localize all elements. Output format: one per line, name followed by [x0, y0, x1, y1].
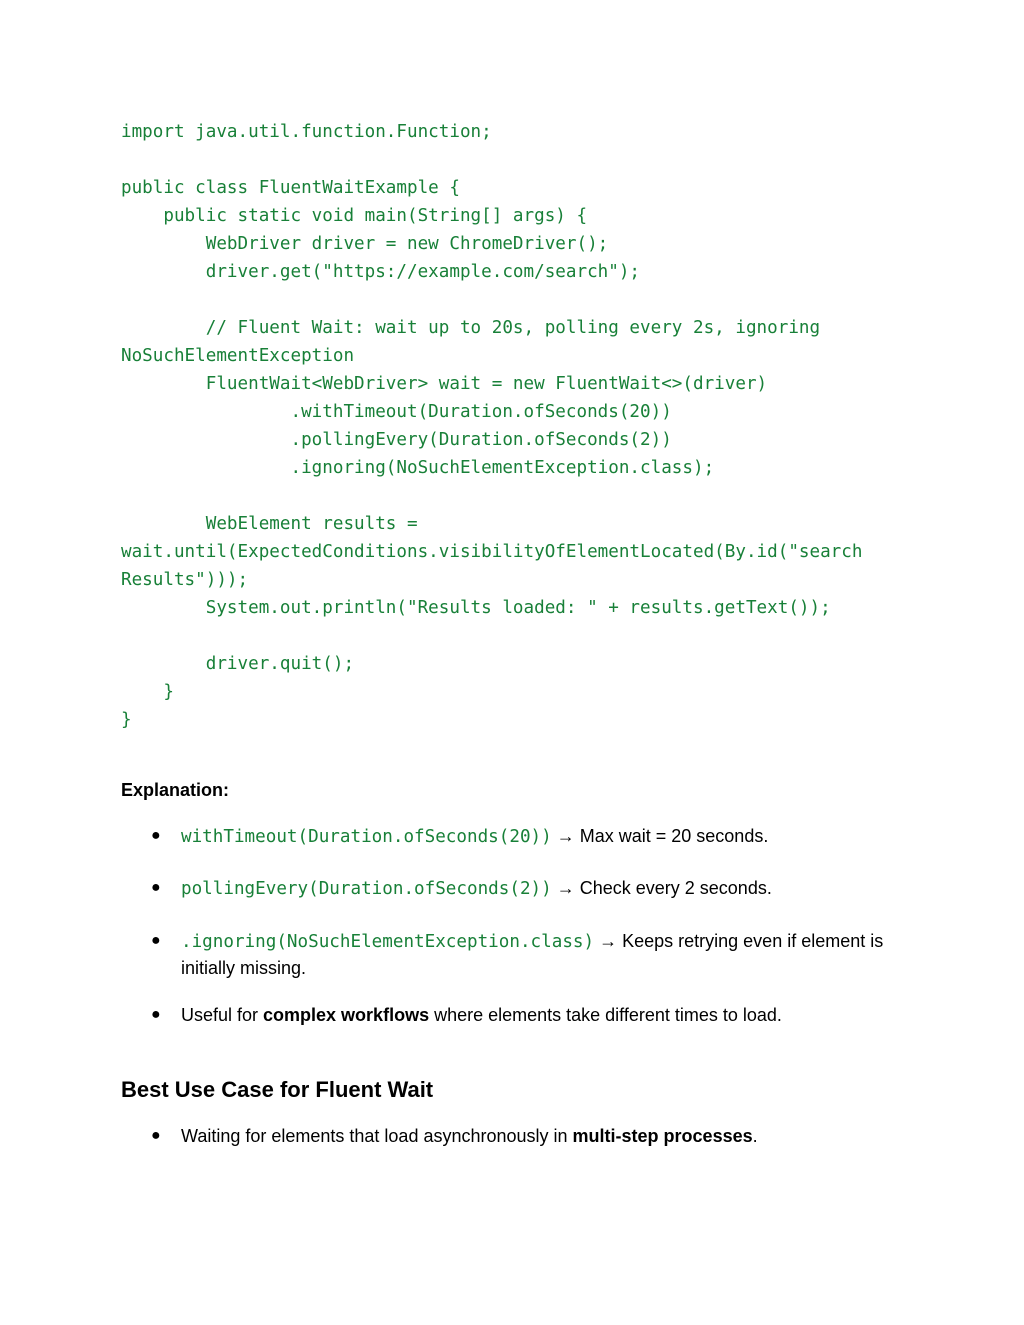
code-line: WebElement results = — [121, 514, 418, 534]
explanation-list — [121, 1002, 901, 1028]
explanation-list — [121, 928, 901, 981]
code-block — [121, 118, 911, 734]
code-line: Results"))); — [121, 570, 249, 590]
code-line: NoSuchElementException — [121, 346, 355, 366]
inline-code: pollingEvery(Duration.ofSeconds(2)) — [181, 879, 552, 899]
bullet-icon: ● — [151, 1127, 161, 1144]
explanation-label: Explanation: — [121, 780, 230, 800]
code-line: System.out.println("Results loaded: " + results.getText()); — [121, 598, 831, 618]
code-line: } — [121, 682, 174, 702]
bold-text: multi-step processes — [572, 1126, 753, 1146]
code-line: .ignoring(NoSuchElementException.class); — [121, 458, 715, 478]
code-line: driver.quit(); — [121, 654, 355, 674]
best-use-list — [121, 1123, 901, 1149]
bullet-icon: ● — [151, 827, 161, 844]
inline-code: .ignoring(NoSuchElementException.class) — [181, 932, 595, 952]
code-line: FluentWait<WebDriver> wait = new FluentWait<>(driver) — [121, 374, 768, 394]
bullet-icon: ● — [151, 932, 161, 949]
item-text: → Max wait = 20 seconds. — [551, 826, 769, 846]
item-text: → Keeps retrying even if element is initially missing. — [181, 931, 884, 978]
code-line — [121, 286, 911, 314]
bold-text: complex workflows — [263, 1005, 430, 1025]
code-line: } — [121, 710, 132, 730]
explanation-list — [121, 875, 901, 902]
code-line: public static void main(String[] args) { — [121, 206, 588, 226]
explanation-list — [121, 823, 901, 850]
item-text: Useful for — [181, 1005, 264, 1025]
item-text: . — [752, 1126, 758, 1146]
item-text: → Check every 2 seconds. — [551, 878, 772, 898]
list-item — [121, 1002, 901, 1028]
bullet-icon: ● — [151, 879, 161, 896]
item-text: Waiting for elements that load asynchronously in — [181, 1126, 573, 1146]
code-line: driver.get("https://example.com/search"); — [121, 262, 641, 282]
inline-code: withTimeout(Duration.ofSeconds(20)) — [181, 827, 552, 847]
code-line: .pollingEvery(Duration.ofSeconds(2)) — [121, 430, 672, 450]
list-item — [121, 823, 901, 850]
code-line: import java.util.function.Function; — [121, 122, 492, 142]
list-item — [121, 875, 901, 902]
code-line: wait.until(ExpectedConditions.visibilityOfElementLocated(By.id("search — [121, 542, 863, 562]
code-line — [121, 146, 911, 174]
code-line: WebDriver driver = new ChromeDriver(); — [121, 234, 609, 254]
code-line: // Fluent Wait: wait up to 20s, polling every 2s, ignoring — [121, 318, 821, 338]
list-item — [121, 1123, 901, 1149]
code-line — [121, 622, 911, 650]
code-line — [121, 482, 911, 510]
item-text: where elements take different times to load. — [429, 1005, 782, 1025]
code-line: .withTimeout(Duration.ofSeconds(20)) — [121, 402, 672, 422]
code-line: public class FluentWaitExample { — [121, 178, 460, 198]
section-heading: Best Use Case for Fluent Wait — [121, 1077, 434, 1102]
list-item — [121, 928, 901, 981]
bullet-icon: ● — [151, 1006, 161, 1023]
